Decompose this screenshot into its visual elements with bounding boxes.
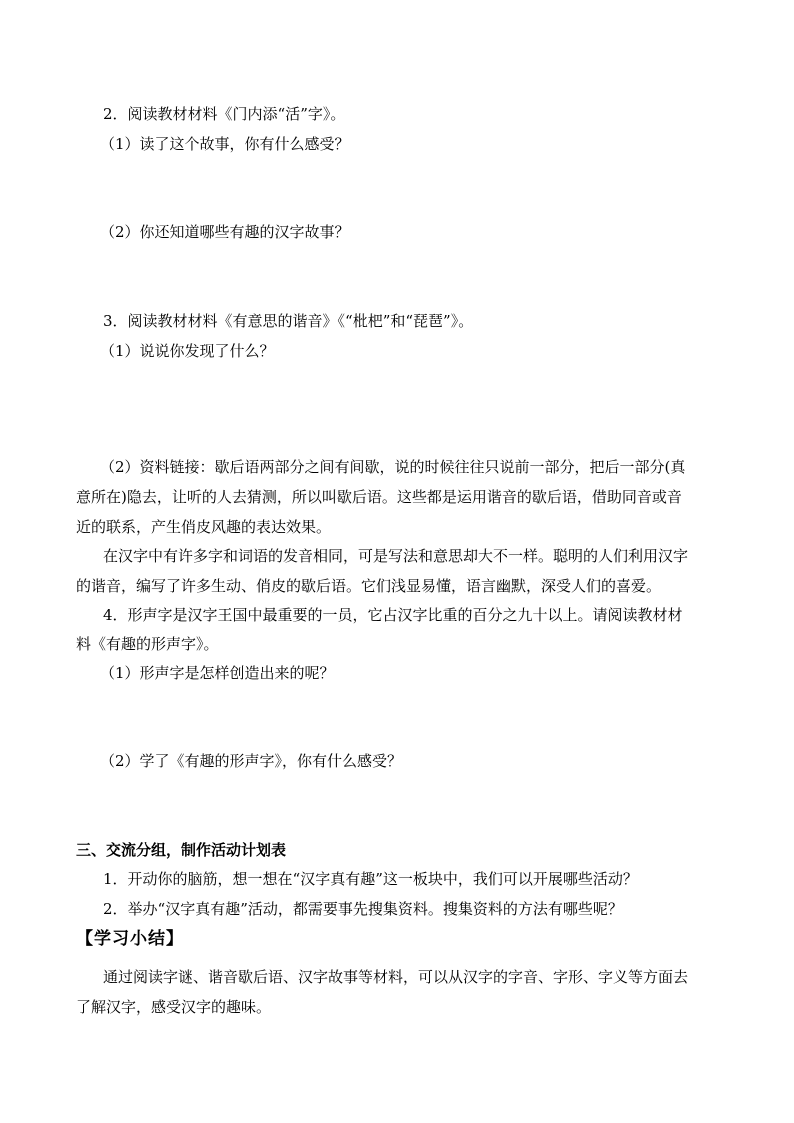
item4-question-1: （1）形声字是怎样创造出来的呢？ [100, 664, 335, 682]
item3-question-2-line-1: （2）资料链接：歇后语两部分之间有间歇，说的时候往往只说前一部分，把后一部分(真 [100, 458, 686, 476]
item4-title-line-2: 料《有趣的形声字》。 [76, 635, 219, 653]
section3-item-1: 1．开动你的脑筋，想一想在“汉字真有趣”这一板块中，我们可以开展哪些活动？ [103, 870, 638, 888]
item3-question-1: （1）说说你发现了什么？ [100, 342, 275, 360]
item3-title: 3．阅读教材材料《有意思的谐音》《“枇杷”和“琵琶”》。 [103, 312, 474, 330]
item4-question-2: （2）学了《有趣的形声字》，你有什么感受？ [100, 752, 403, 770]
item3-question-2-line-2: 意所在)隐去，让听的人去猜测，所以叫歇后语。这些都是运用谐音的歇后语，借助同音或音 [76, 488, 682, 506]
summary-heading: 【学习小结】 [76, 929, 184, 949]
item3-paragraph-line-1: 在汉字中有许多字和词语的发音相同，可是写法和意思却大不一样。聪明的人们利用汉字 [103, 547, 689, 565]
item3-question-2-line-3: 近的联系，产生俏皮风趣的表达效果。 [76, 518, 332, 536]
item2-title: 2．阅读教材材料《门内添“活”字》。 [103, 105, 346, 123]
summary-line-2: 了解汉字，感受汉字的趣味。 [76, 998, 272, 1016]
item3-paragraph-line-2: 的谐音，编写了许多生动、俏皮的歇后语。它们浅显易懂，语言幽默，深受人们的喜爱。 [76, 577, 662, 595]
item2-question-1: （1）读了这个故事，你有什么感受？ [100, 135, 350, 153]
summary-line-1: 通过阅读字谜、谐音歇后语、汉字故事等材料，可以从汉字的字音、字形、字义等方面去 [103, 968, 689, 986]
section3-item-2: 2．举办“汉字真有趣”活动，都需要事先搜集资料。搜集资料的方法有哪些呢？ [103, 900, 623, 918]
item2-question-2: （2）你还知道哪些有趣的汉字故事？ [100, 223, 350, 241]
item4-title-line-1: 4．形声字是汉字王国中最重要的一员，它占汉字比重的百分之九十以上。请阅读教材材 [103, 606, 683, 624]
section3-heading: 三、交流分组，制作活动计划表 [76, 841, 287, 859]
